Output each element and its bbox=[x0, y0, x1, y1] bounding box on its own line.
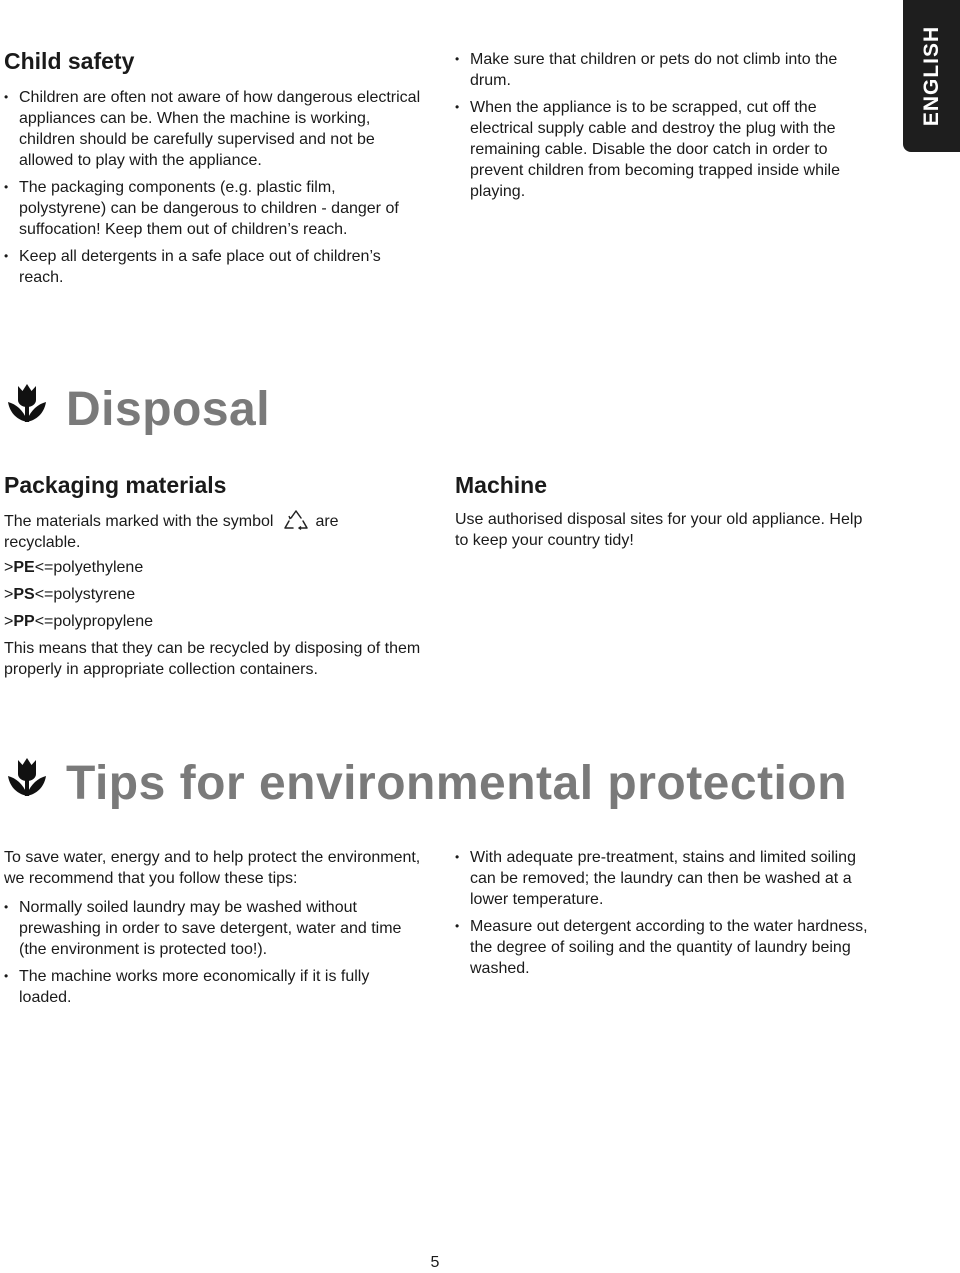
recycle-icon bbox=[283, 509, 309, 531]
tips-right-column bbox=[455, 847, 875, 985]
tips-heading bbox=[4, 752, 864, 812]
machine-text: Use authorised disposal sites for your old appliance. Help to keep your country tidy! bbox=[455, 511, 863, 549]
language-tab-label: ENGLISH bbox=[919, 25, 943, 127]
machine-section bbox=[455, 472, 875, 557]
list-item: • With adequate pre-treatment, stains and limited soiling can be removed; the laundry can then be washed at a lower temperature. bbox=[455, 847, 875, 910]
packaging-materials-section bbox=[4, 472, 424, 686]
packaging-materials-heading: Packaging materials bbox=[4, 472, 227, 498]
list-item: • Normally soiled laundry may be washed without prewashing in order to save detergent, water and time (the environment is protected too!). bbox=[4, 897, 424, 960]
material-code: PP bbox=[13, 613, 35, 630]
tulip-environment-icon bbox=[4, 754, 50, 800]
material-code-ps: >PS<=polystyrene bbox=[4, 586, 136, 603]
material-name: polypropylene bbox=[53, 613, 153, 630]
list-item: • When the appliance is to be scrapped, cut off the electrical supply cable and destroy the plug with the remaining cable. Disable the door catch in order to prevent children from becoming trapped inside while playing. bbox=[455, 97, 865, 202]
tips-left-list bbox=[4, 897, 424, 1008]
material-name: polyethylene bbox=[53, 559, 144, 576]
list-item: • Keep all detergents in a safe place out of children’s reach. bbox=[4, 246, 424, 288]
tips-title: Tips for environmental protection bbox=[66, 757, 848, 810]
packaging-intro-text: The materials marked with the symbol bbox=[4, 513, 274, 530]
packaging-closing: This means that they can be recycled by disposing of them properly in appropriate collection containers. bbox=[4, 640, 421, 678]
child-safety-left-list bbox=[4, 87, 424, 288]
packaging-intro bbox=[4, 509, 424, 553]
tips-right-list bbox=[455, 847, 875, 979]
tips-left-column bbox=[4, 847, 424, 1014]
material-code-pp: >PP<=polypropylene bbox=[4, 613, 153, 630]
material-code: PE bbox=[13, 559, 35, 576]
material-name: polystyrene bbox=[53, 586, 136, 603]
tips-intro: To save water, energy and to help protect the environment, we recommend that you follow these tips: bbox=[4, 849, 421, 887]
disposal-heading bbox=[4, 378, 704, 438]
child-safety-right-column bbox=[455, 49, 865, 208]
page-number: 5 bbox=[430, 1254, 440, 1271]
list-item: • Measure out detergent according to the water hardness, the degree of soiling and the quantity of laundry being washed. bbox=[455, 916, 875, 979]
list-item: • The machine works more economically if it is fully loaded. bbox=[4, 966, 424, 1008]
child-safety-right-list bbox=[455, 49, 865, 202]
child-safety-title: Child safety bbox=[4, 48, 135, 74]
disposal-title: Disposal bbox=[66, 383, 271, 436]
machine-heading: Machine bbox=[455, 472, 548, 498]
packaging-intro-line2: recyclable. bbox=[4, 534, 81, 551]
material-code: PS bbox=[13, 586, 35, 603]
material-code-pe: >PE<=polyethylene bbox=[4, 559, 144, 576]
list-item: • Make sure that children or pets do not climb into the drum. bbox=[455, 49, 865, 91]
packaging-intro-text-end: are bbox=[315, 513, 339, 530]
tulip-environment-icon bbox=[4, 380, 50, 426]
list-item: • The packaging components (e.g. plastic film, polystyrene) can be dangerous to children - danger of suffocation! Keep them out of children’s reach. bbox=[4, 177, 424, 240]
child-safety-section bbox=[4, 48, 424, 294]
list-item: • Children are often not aware of how dangerous electrical appliances can be. When the machine is working, children should be carefully supervised and not be allowed to play with the appliance. bbox=[4, 87, 424, 171]
language-tab bbox=[903, 0, 960, 152]
